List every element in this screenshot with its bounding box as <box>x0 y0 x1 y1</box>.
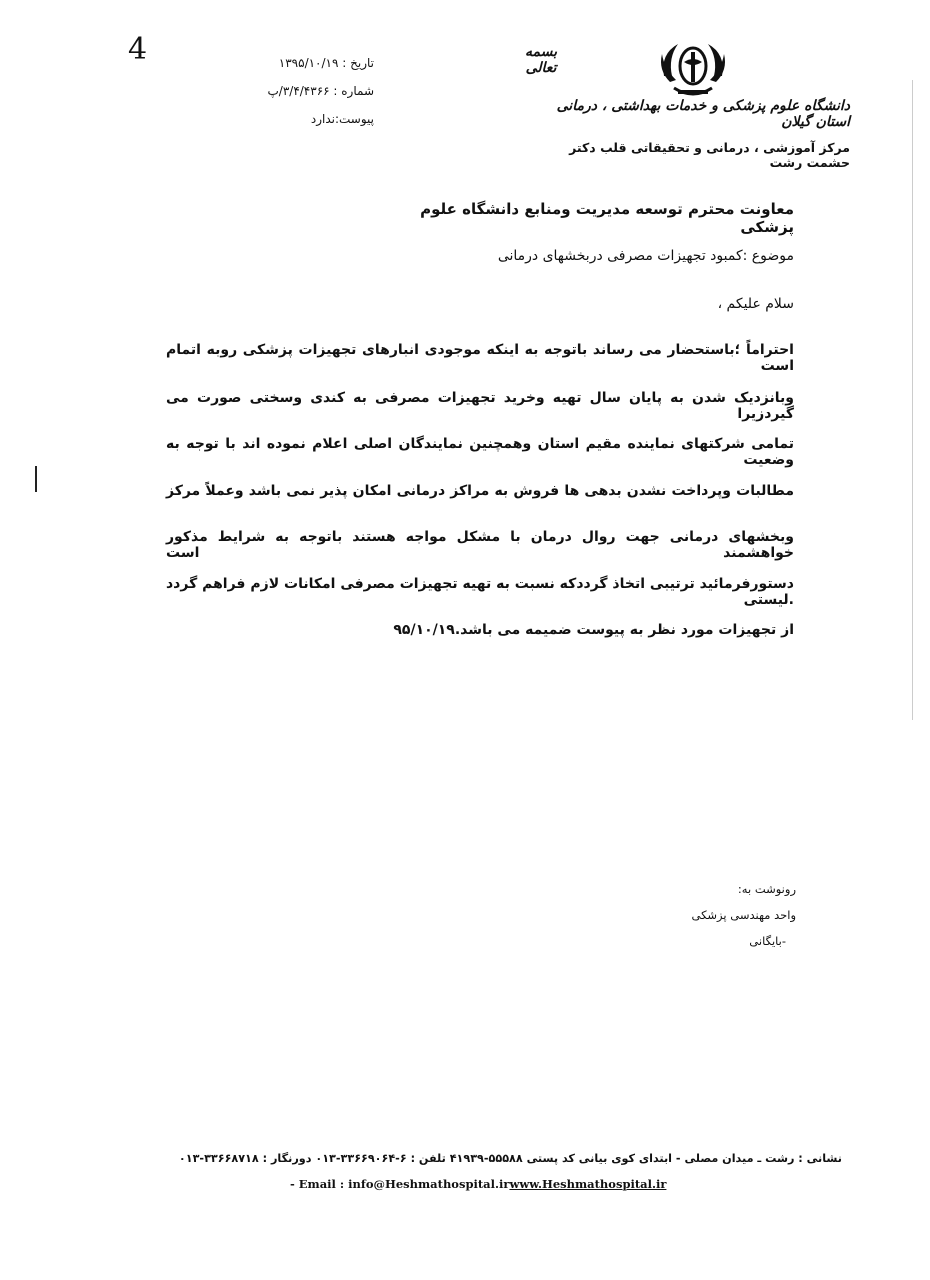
letter-subject: موضوع :کمبود تجهیزات مصرفی دربخشهای درمانی <box>497 248 794 264</box>
scan-artifact <box>35 466 37 492</box>
scan-edge-shadow <box>912 80 913 720</box>
body-line: تمامی شرکتهای نماینده مقیم استان وهمچنین نمایندگان اصلی اعلام نموده اند با توجه به وضعیت <box>166 436 794 468</box>
letter-greeting: سلام علیکم ، <box>717 296 794 312</box>
body-line: وبخشهای درمانی جهت روال درمان با مشکل مواجه هستند باتوجه به شرایط مذکور خواهشمند است <box>166 529 794 561</box>
university-name: دانشگاه علوم پزشکی و خدمات بهداشتی ، درمانی استان گیلان <box>556 98 850 130</box>
handwritten-page-number: 4 <box>128 32 148 67</box>
footer-contact <box>290 1177 670 1191</box>
letter-number: شماره : ۳/۴/۴۳۶۶/پ <box>267 84 374 98</box>
footer-address: نشانی : رشت ـ میدان مصلی - ابتدای کوی بیانی کد پستی ۵۵۵۸۸-۴۱۹۳۹ تلفن : ۶-۳۳۶۶۹۰۶۴-۰۱۳ دورنگار : ۳۳۶۶۸۷۱۸-۰۱۳ <box>178 1152 842 1165</box>
body-line: مطالبات وپرداخت نشدن بدهی ها فروش به مراکز درمانی امکان پذیر نمی باشد وعملاً مرکز <box>166 483 794 499</box>
body-line: وبانزدیک شدن به پایان سال تهیه وخرید تجهیزات مصرفی به کندی وسختی صورت می گیردزیرا <box>166 390 794 422</box>
cc-item: -بایگانی <box>749 934 786 948</box>
footer-email[interactable]: - Email : info@Heshmathospital.ir <box>290 1177 510 1191</box>
letter-date: تاریخ : ۱۳۹۵/۱۰/۱۹ <box>278 56 374 70</box>
body-line: از تجهیزات مورد نظر به پیوست ضمیمه می باشد.۹۵/۱۰/۱۹ <box>393 622 794 638</box>
center-name: مرکز آموزشی ، درمانی و تحقیقاتی قلب دکتر حشمت رشت <box>569 140 850 170</box>
cc-item: واحد مهندسی پزشکی <box>691 908 796 922</box>
body-line: دستورفرمائید ترتیبی اتخاذ گرددکه نسبت به تهیه تجهیزات مصرفی امکانات لازم فراهم گردد .لیستی <box>166 576 794 608</box>
letter-addressee: معاونت محترم توسعه مدیریت ومنابع دانشگاه علوم پزشکی <box>420 200 794 236</box>
body-line: احتراماً ؛باستحضار می رساند باتوجه به اینکه موجودی انبارهای تجهیزات پزشکی روبه اتمام است <box>166 342 794 374</box>
university-emblem-icon <box>654 36 732 102</box>
cc-title: رونوشت به: <box>737 882 796 896</box>
letter-attachment: پیوست:ندارد <box>310 112 374 126</box>
basmala-heading: بسمه تعالی <box>525 44 557 76</box>
footer-website-link[interactable]: www.Heshmathospital.ir <box>509 1177 667 1191</box>
